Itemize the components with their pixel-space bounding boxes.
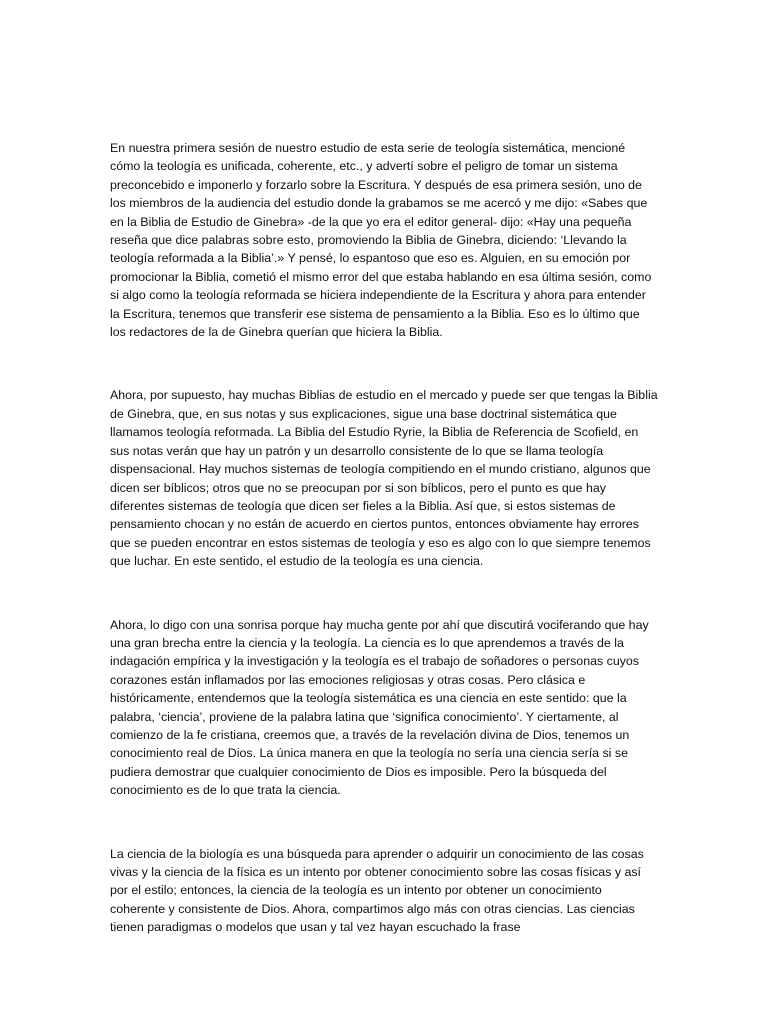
- paragraph-1: En nuestra primera sesión de nuestro estudio de esta serie de teología sistemática, mencioné cómo la teología es unificada, coherente, etc., y advertí sobre el peligro de tomar un sistema preconcebido e imponerlo y forzarlo sobre la Escritura. Y después de esa primera sesión, uno de los miembros de la audiencia del estudio donde la grabamos se me acercó y me dijo: «Sabes que en la Biblia de Estudio de Ginebra» -de la que yo era el editor general- dijo: «Hay una pequeña reseña que dice palabras sobre esto, promoviendo la Biblia de Ginebra, diciendo: ‘Llevando la teología reformada a la Biblia’.» Y pensé, lo espantoso que eso es. Alguien, en su emoción por promocionar la Biblia, cometió el mismo error del que estaba hablando en esa última sesión, como si algo como la teología reformada se hiciera independiente de la Escritura y ahora para entender la Escritura, tenemos que transferir ese sistema de pensamiento a la Biblia. Eso es lo último que los redactores de la de Ginebra querían que hiciera la Biblia.: [110, 141, 652, 340]
- document-page: [110, 139, 658, 982]
- paragraph-4: La ciencia de la biología es una búsqueda para aprender o adquirir un conocimiento de las cosas vivas y la ciencia de la física es un intento por obtener conocimiento sobre las cosas físicas y así por el estilo; entonces, la ciencia de la teología es un intento por obtener un conocimiento coherente y consistente de Dios. Ahora, compartimos algo más con otras ciencias. Las ciencias tienen paradigmas o modelos que usan y tal vez hayan escuchado la frase: [110, 846, 644, 935]
- paragraph-3: Ahora, lo digo con una sonrisa porque hay mucha gente por ahí que discutirá vociferando que hay una gran brecha entre la ciencia y la teología. La ciencia es lo que aprendemos a través de la indagación empírica y la investigación y la teología es el trabajo de soñadores o personas cuyos corazones están inflamados por las emociones religiosas y otras cosas. Pero clásica e históricamente, entendemos que la teología sistemática es una ciencia en este sentido: que la palabra, ‘ciencia’, proviene de la palabra latina que ‘significa conocimiento’. Y ciertamente, al comienzo de la fe cristiana, creemos que, a través de la revelación divina de Dios, tenemos un conocimiento real de Dios. La única manera en que la teología no sería una ciencia sería si se pudiera demostrar que cualquier conocimiento de Dios es imposible. Pero la búsqueda del conocimiento es de lo que trata la ciencia.: [110, 617, 649, 798]
- paragraph-2: Ahora, por supuesto, hay muchas Biblias de estudio en el mercado y puede ser que tengas la Biblia de Ginebra, que, en sus notas y sus explicaciones, sigue una base doctrinal sistemática que llamamos teología reformada. La Biblia del Estudio Ryrie, la Biblia de Referencia de Scofield, en sus notas verán que hay un patrón y un desarrollo consistente de lo que se llama teología dispensacional. Hay muchos sistemas de teología compitiendo en el mundo cristiano, algunos que dicen ser bíblicos; otros que no se preocupan por si son bíblicos, pero el punto es que hay diferentes sistemas de teología que dicen ser fieles a la Biblia. Así que, si estos sistemas de pensamiento chocan y no están de acuerdo en ciertos puntos, entonces obviamente hay errores que se pueden encontrar en estos sistemas de teología y eso es algo con lo que siempre tenemos que luchar. En este sentido, el estudio de la teología es una ciencia.: [110, 388, 658, 569]
